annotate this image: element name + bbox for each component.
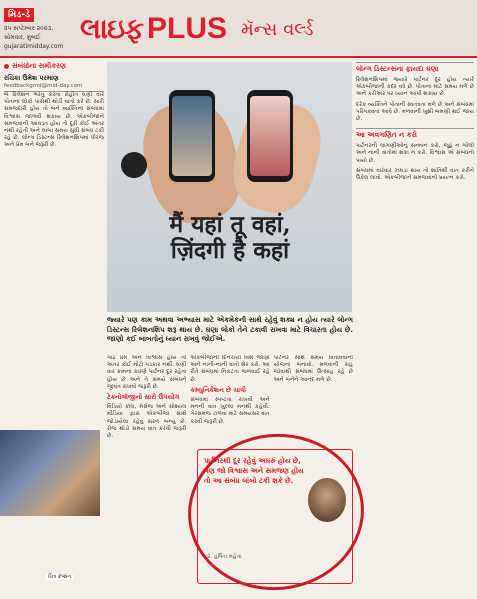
body-column-1 <box>107 355 186 582</box>
sidebar-title: લૉન્ગ ડિસ્ટન્સના ફાયદા ઘણા <box>356 62 474 74</box>
site-url: gujaratimidday.com <box>4 43 64 50</box>
issue-city: સોમવાર, મુંબઈ <box>4 34 41 41</box>
right-column <box>356 62 474 580</box>
expert-name: ડૉ. હર્ષિતા મહેતા <box>206 554 242 560</box>
sidebar-title-2: આ અવગણિત ન કરો <box>356 128 474 140</box>
subheading: ટેક્નોલૉજીનો સારો ઉપયોગ <box>107 393 180 402</box>
couple-photo <box>0 430 100 516</box>
hero-quote-line1: मैं यहां तू वहां, <box>169 211 291 238</box>
sidebar-para: રિલેશનશિપમાં જ્યારે પાર્ટનર દૂર હોય ત્યારે એકબીજાની કદર વધે છે. પોતાના માટે સમય મળે છે અને કરીઅર પર ધ્યાન આપી શકાય છે. <box>356 77 474 98</box>
photo-caption: ચિત્ર કૅપ્શન <box>48 574 71 580</box>
expert-quote-text: પાર્ટનરથી દૂર રહેવું અઘરું હોય છે, પણ જો વિશ્વાસ અને સમજણ હોય તો આ સંબંધ લાંબો ટકી શકે છે. <box>204 457 304 485</box>
logo-subtitle: મૅન્સ વર્લ્ડ <box>241 18 314 40</box>
logo-gujarati: લાઇફ <box>80 12 144 45</box>
wristwatch <box>121 152 147 178</box>
issue-meta <box>4 24 63 51</box>
right-phone <box>247 90 293 182</box>
article-deck: જ્યારે પણ કામ અથવા અભ્યાસ માટે એકમેકની સાથે રહેવું શક્ય ન હોય ત્યારે લોન્ગ ડિસ્ટન્સ રિલેશનશિપ શરૂ થાય છે. ઘણા લોકો તેને ટકાવી રાખવા માટે વિચારતા હોય છે. જાણો કઈ બાબતોનું ધ્યાન રાખવું જોઈએ. <box>107 316 353 343</box>
masthead-rule <box>0 56 477 58</box>
bullet-icon <box>4 64 9 69</box>
body-para: ગાઢ પ્રેમ અને વિશ્વાસ હોય તો અંતર કોઈ મોટો પડકાર નથી. ઘણી વાર કામના કારણે પાર્ટનર દૂર રહેતા હોય છે અને તે સમયે સંબંધને જીવંત રાખવો જરૂરી છે. <box>107 355 187 390</box>
sidebar-para: સંબંધમાં વારંવાર ઝઘડા થાય તો શાંતિથી વાત કરીને ઉકેલ લાવો. એકબીજાને સમજવાનો પ્રયત્ન કરો. <box>356 167 474 182</box>
body-para: પાર્ટનર સાથે સમય વિતાવવાની યોજના બનાવો. મળવાની રાહ જોવાથી સંબંધમાં ઉત્સાહ રહે છે અને બંનેને આનંદ મળે છે. <box>273 355 353 383</box>
sidebar-para: દરેક વ્યક્તિને પોતાની સ્વતંત્રતા મળે છે અને સંબંધમાં પરિપક્વતા આવે છે. મળવાની ખુશી બમણી થઈ જાય છે. <box>356 101 474 123</box>
author-email: feedbackgmd@mid-day.com <box>4 83 104 92</box>
masthead <box>0 0 477 56</box>
section-tag <box>4 62 104 71</box>
body-para: એકબીજાની દિનચર્યા વિશે જાણો અને નાની-નાની વાતો શેર કરો. આ રીતે સંબંધમાં નિકટતા જળવાઈ રહે છે. <box>190 355 270 383</box>
hero-quote <box>108 212 352 264</box>
logo-plus: PLUS <box>147 12 228 45</box>
body-para: વિડિયો કૉલ, મેસેજ અને સોશ્યલ મીડિયા દ્વારા એકબીજા સાથે જોડાયેલા રહેવું સરળ બન્યું છે. રોજ થોડો સમય વાત કરવી જરૂરી છે. <box>107 404 187 440</box>
subheading: કમ્યુનિકેશન છે ચાવી <box>190 385 247 394</box>
issue-date: ૨૫ સપ્ટેમ્બર ૨૦૨૩, <box>4 25 54 32</box>
section-tag-label: સંબંધોના સમીકરણ <box>12 62 66 70</box>
hero-quote-line2: ज़िंदगी है कहां <box>170 237 290 264</box>
author-byline: રચિકા ઉમેશ પરમાણ <box>4 74 59 82</box>
section-logo <box>80 8 470 50</box>
publication-badge: મિડ-ડે <box>4 8 34 22</box>
body-para: સંબંધમાં સ્પષ્ટતા રાખવી અને મનની વાત ખુલ્લા મનથી કહેવી. ગેરસમજ ટાળવા માટે સમયસર વાત કરવી જરૂરી છે. <box>190 397 270 425</box>
hero-image <box>107 62 352 312</box>
left-body-text: બે રિલેશન ભરતુ કરતા રોહીત ઘણી વાર પોતાના લોકો પાસેથી થોડી વાતો કરે છે. સારી સમજદારી હોય તો બંને વ્યક્તિના સંબંધમાં વિશ્વાસ જાળવી શકાય છે. એકબીજાને સમજવાની આવડત હોય તો દૂરી કોઈ અંતર નથી રહેતી અને લાંબા સમય સુધી સંબંધ ટકી રહે છે. લોન્ગ ડિસ્ટન્સ રિલેશનશિપમાં ધીરજ અને પ્રેમ બંને જરૂરી છે. <box>4 92 104 149</box>
left-phone <box>169 90 215 182</box>
sidebar-para: પાર્ટનરની લાગણીઓનું સન્માન કરો, જૂઠું ન બોલો અને નાની વાતોમાં શંકા ન કરો. વિશ્વાસ એ સંબંધનો પાયો છે. <box>356 143 474 164</box>
